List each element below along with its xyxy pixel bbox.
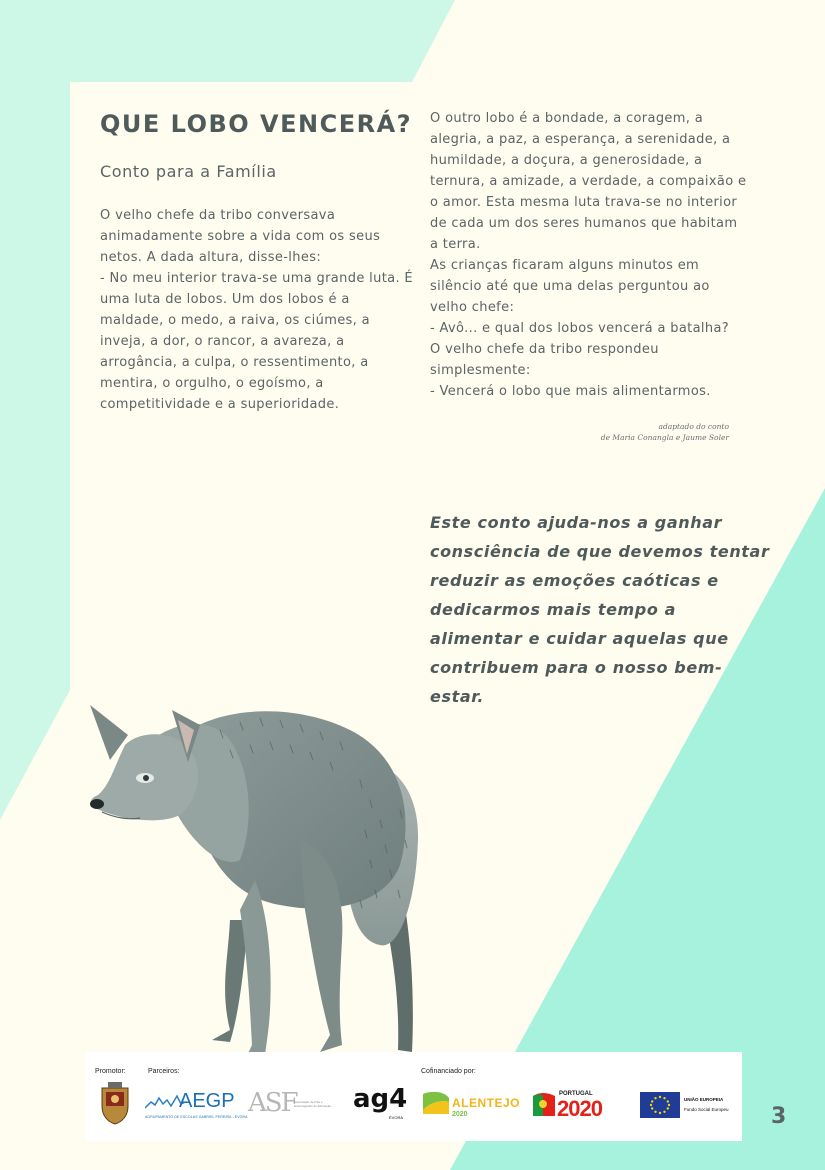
page-title: QUE LOBO VENCERÁ? bbox=[100, 110, 413, 138]
wolf-nose bbox=[90, 799, 104, 809]
portugal-label: PORTUGAL bbox=[559, 1091, 593, 1097]
credit-line-1: adaptado do conto bbox=[658, 422, 729, 431]
asf-subtext: Associação de Pais e Encarregados de Educação bbox=[294, 1100, 332, 1108]
aegp-text: AEGP bbox=[179, 1090, 235, 1112]
eu-title: UNIÃO EUROPEIA bbox=[684, 1097, 724, 1102]
alentejo-text: ALENTEJO bbox=[452, 1096, 521, 1110]
ag4-subtext: ÉVORA bbox=[389, 1115, 404, 1120]
parceiros-label: Parceiros: bbox=[148, 1068, 180, 1075]
story-column-right: O outro lobo é a bondade, a coragem, a alegria, a paz, a esperança, a serenidade, a humildade, a doçura, a generosidade, a ternura, a amizade, a verdade, a compaixão e o amor. Esta mesma luta trava-se no interior de cada um dos seres humanos que habitam a terra. As crianças ficaram alguns minutos em silêncio até que uma delas perguntou ao velho chefe: - Avô... e qual dos lobos vencerá a batalha? O velho chefe da tribo respondeu simplesmente: - Vencerá o lobo que mais alimentarmos. bbox=[430, 111, 747, 399]
sponsor-footer bbox=[85, 1052, 742, 1141]
story-credit bbox=[601, 421, 729, 443]
wolf-front-leg-far bbox=[212, 920, 248, 1042]
alentejo-year: 2020 bbox=[452, 1111, 468, 1118]
asf-text: ASF bbox=[248, 1088, 297, 1118]
aegp-subtext: AGRUPAMENTO DE ESCOLAS GABRIEL PEREIRA - ÉVORA bbox=[145, 1115, 248, 1119]
portugal-year: 2020 bbox=[557, 1096, 602, 1121]
cofinanciado-label: Cofinanciado por: bbox=[421, 1068, 476, 1075]
ag4-text: ag4 bbox=[353, 1084, 408, 1114]
wolf-illustration bbox=[80, 690, 440, 1070]
story-moral: Este conto ajuda-nos a ganhar consciência de que devemos tentar reduzir as emoções caóticas e dedicarmos mais tempo a alimentar e cuidar aquelas que contribuem para o nosso bem-estar. bbox=[430, 513, 770, 706]
credit-line-2: de Maria Conangla e Jaume Soler bbox=[600, 433, 729, 442]
wolf-front-leg-near bbox=[240, 880, 271, 1060]
story-column-left: O velho chefe da tribo conversava animadamente sobre a vida com os seus netos. A dada altura, disse-lhes: - No meu interior trava-se uma grande luta. É uma luta de lobos. Um dos lobos é a maldade, o medo, a raiva, os ciúmes, a inveja, a dor, o rancor, a avareza, a arrogância, a culpa, o ressentimento, a mentira, o orgulho, o egoísmo, a competitividade e a superioridade. bbox=[100, 208, 413, 412]
portugal-flag-icon bbox=[533, 1090, 555, 1116]
page-number: 3 bbox=[771, 1104, 787, 1129]
promotor-label: Promotor: bbox=[95, 1068, 126, 1075]
eu-flag-icon bbox=[640, 1092, 680, 1118]
alentejo-leaf-icon bbox=[423, 1090, 449, 1116]
municipal-crest-icon bbox=[98, 1082, 132, 1126]
page-subtitle: Conto para a Família bbox=[100, 162, 277, 181]
eu-fund: Fundo Social Europeu bbox=[684, 1107, 729, 1112]
